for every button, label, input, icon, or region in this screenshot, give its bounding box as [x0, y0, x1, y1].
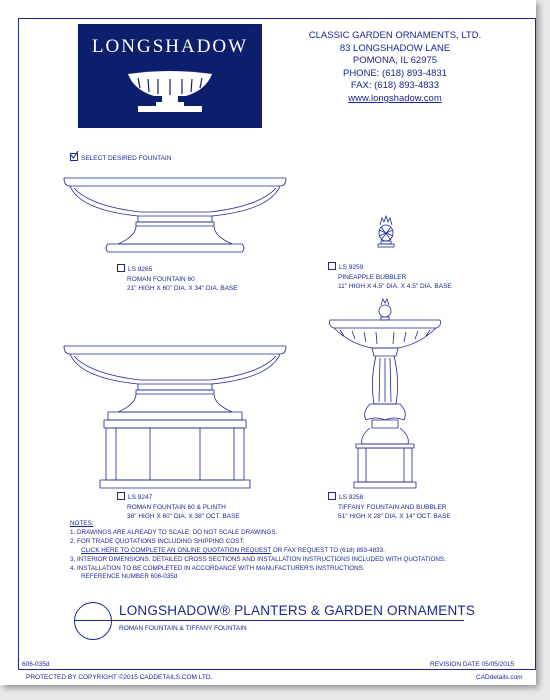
title-divider [74, 620, 464, 621]
product-ls9259[interactable]: LS 9259 PINEAPPLE BUBBLER 11" HIGH X 4.5" DIA. X 4.5" DIA. BASE [328, 262, 452, 292]
notes-heading: NOTES: [70, 520, 94, 527]
company-phone: PHONE: (618) 893-4831 [342, 67, 448, 79]
title-symbol-icon [74, 602, 112, 640]
product-ls9258[interactable]: LS 9258 TIFFANY FOUNTAIN AND BUBBLER 51" HIGH X 28" DIA. X 14" OCT. BASE [328, 492, 451, 522]
checkbox[interactable] [328, 262, 336, 270]
drawing-subtitle: ROMAN FOUNTAIN & TIFFANY FOUNTAIN [119, 625, 247, 632]
company-city: POMONA, IL 62975 [352, 55, 438, 67]
company-fax: FAX: (618) 893-4833 [350, 80, 440, 92]
pineapple-bubbler-drawing [378, 216, 394, 247]
drawing-title: LONGSHADOW® PLANTERS & GARDEN ORNAMENTS [119, 603, 476, 618]
product-ls9265[interactable]: LS 9265 ROMAN FOUNTAIN 60 21" HIGH X 60" DIA. X 34" DIA. BASE [117, 264, 238, 294]
checkbox[interactable] [328, 492, 336, 500]
copyright-notice: PROTECTED BY COPYRIGHT ©2015 CADDETAILS.COM LTD. [26, 674, 213, 681]
company-address: 83 LONGSHADOW LANE [339, 42, 451, 54]
caddetails-link[interactable]: CADdetails.com [476, 674, 523, 681]
checkbox[interactable] [117, 264, 125, 272]
notes-block: NOTES: 1. DRAWINGS ARE ALREADY TO SCALE; DO NOT SCALE DRAWINGS. 2. FOR TRADE QUOTATIONS INCLUDING SHIPPING COST: CLICK HERE TO COMPLETE AN ONLINE QUOTATION REQUEST OR FAX REQUEST TO (618) 893-4833. 3. INTERIOR DIMENSIONS, DETAILED CROSS SECTIONS AND INSTALLATION INSTRUCTIONS INCLUDED WITH QUOTATIONS. 4. INSTALLATION TO BE COMPLETED IN ACCORDANCE WITH MANUFACTURER'S INSTRUCTIONS. REFERENCE NUMBER 606-035d [70, 520, 446, 581]
drawing-number: 606-035d [22, 661, 50, 668]
select-fountain-label: SELECT DESIRED FOUNTAIN [70, 153, 171, 164]
roman-fountain-drawing [64, 178, 286, 252]
revision-date: REVISION DATE 05/05/2015 [430, 661, 515, 668]
roman-fountain-plinth-drawing [64, 346, 286, 488]
company-name: CLASSIC GARDEN ORNAMENTS, LTD. [308, 30, 482, 41]
product-ls9247[interactable]: LS 9247 ROMAN FOUNTAIN 60 & PLINTH 38" HIGH X 60" DIA. X 38" OCT. BASE [117, 492, 240, 522]
tiffany-fountain-drawing [330, 299, 441, 488]
checkbox[interactable] [117, 492, 125, 500]
quotation-request-link[interactable]: CLICK HERE TO COMPLETE AN ONLINE QUOTATION REQUEST [81, 546, 272, 554]
company-website[interactable]: www.longshadow.com [348, 92, 442, 104]
registered-mark: ® [249, 28, 255, 35]
logo-brand-text: LONGSHADOW [91, 36, 249, 57]
